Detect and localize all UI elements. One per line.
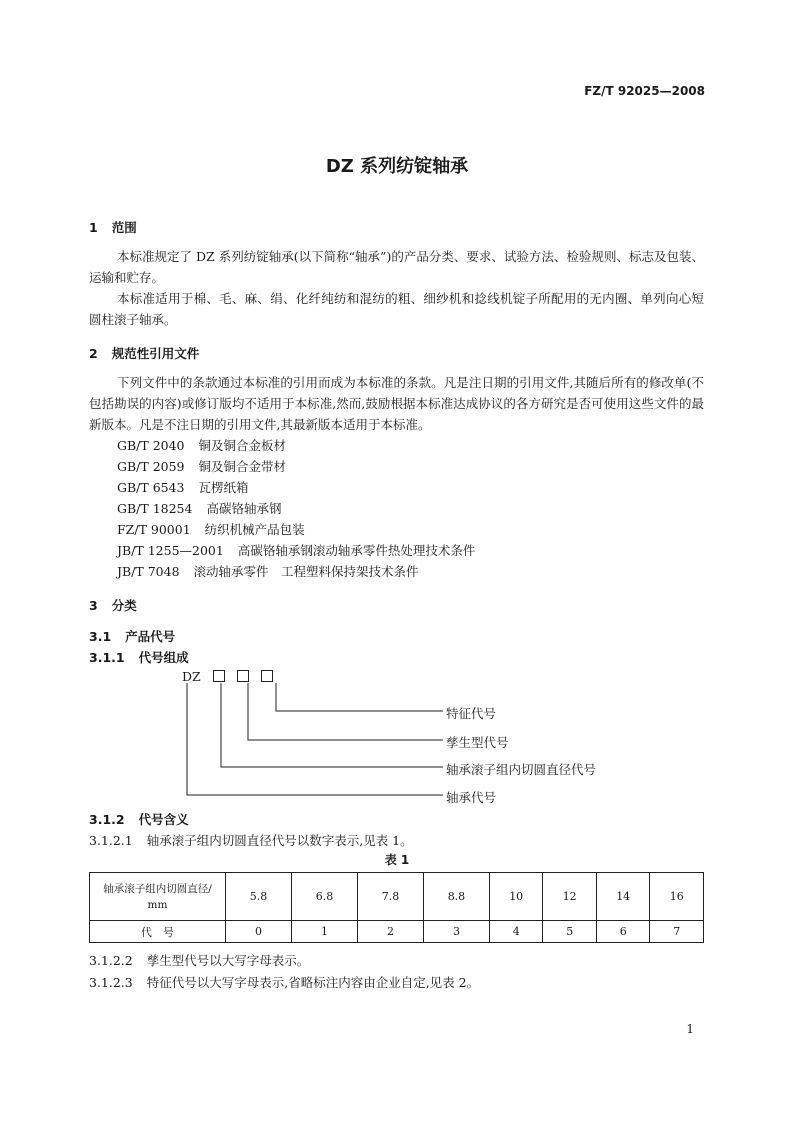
clause-3-1-2-2: 3.1.2.2 孳生型代号以大写字母表示。 [89, 953, 310, 968]
reference-item: JB/T 7048 滚动轴承零件 工程塑料保持架技术条件 [117, 564, 419, 579]
table-cell: 7.8 [357, 873, 423, 921]
clause-3-1-2-1: 3.1.2.1 轴承滚子组内切圆直径代号以数字表示,见表 1。 [89, 833, 413, 848]
table-row [90, 921, 704, 943]
diagram-label: 特征代号 [446, 706, 497, 721]
table-cell: 7 [650, 921, 704, 943]
table-cell: 16 [650, 873, 704, 921]
reference-item: FZ/T 90001 纺织机械产品包装 [117, 522, 305, 537]
standard-number: FZ/T 92025—2008 [584, 84, 705, 98]
table-1 [89, 872, 704, 943]
section-title: 分类 [111, 598, 137, 613]
table-cell: 4 [489, 921, 543, 943]
subsection-3-1-2-heading: 3.1.2 代号含义 [89, 812, 189, 827]
table-cell: 3 [423, 921, 489, 943]
section-number: 2 [89, 346, 98, 361]
paragraph: 下列文件中的条款通过本标准的引用而成为本标准的条款。凡是注日期的引用文件,其随后所有的修改单(不包括勘误的内容)或修订版均不适用于本标准,然而,鼓励根据本标准达成协议的各方研究是否可使用这些文件的最新版本。凡是不注日期的引用文件,其最新版本适用于本标准。 [89, 375, 704, 432]
reference-item: GB/T 2040 铜及铜合金板材 [117, 438, 287, 453]
table-cell: 14 [596, 873, 650, 921]
row-header: 轴承滚子组内切圆直径/ mm [90, 873, 226, 921]
section-title: 规范性引用文件 [111, 346, 200, 361]
diagram-label: 轴承滚子组内切圆直径代号 [446, 762, 597, 777]
document-title: DZ 系列纺锭轴承 [325, 156, 469, 177]
table-row [90, 873, 704, 921]
section-number: 3 [89, 598, 98, 613]
code-prefix: DZ [182, 669, 273, 684]
paragraph: 本标准适用于棉、毛、麻、绢、化纤纯纺和混纺的粗、细纱机和捻线机锭子所配用的无内圈、单列向心短圆柱滚子轴承。 [89, 291, 704, 327]
subsection-3-1-1-heading: 3.1.1 代号组成 [89, 650, 189, 665]
table-cell: 2 [357, 921, 423, 943]
table-caption: 表 1 [384, 853, 410, 867]
row-header: 代 号 [90, 921, 226, 943]
subsection-3-1-heading: 3.1 产品代号 [89, 629, 176, 644]
table-cell: 10 [489, 873, 543, 921]
table-cell: 12 [543, 873, 597, 921]
table-cell: 5 [543, 921, 597, 943]
table-cell: 0 [226, 921, 292, 943]
table-cell: 6 [596, 921, 650, 943]
reference-item: GB/T 18254 高碳铬轴承钢 [117, 501, 282, 516]
reference-item: GB/T 6543 瓦楞纸箱 [117, 480, 249, 495]
table-cell: 5.8 [226, 873, 292, 921]
diagram-label: 孳生型代号 [446, 735, 509, 750]
section-number: 1 [89, 220, 98, 235]
page-number: 1 [686, 1022, 694, 1036]
paragraph: 本标准规定了 DZ 系列纺锭轴承(以下简称“轴承”)的产品分类、要求、试验方法、检验规则、标志及包装、运输和贮存。 [89, 249, 704, 285]
table-cell: 1 [291, 921, 357, 943]
reference-item: GB/T 2059 铜及铜合金带材 [117, 459, 287, 474]
clause-3-1-2-3: 3.1.2.3 特征代号以大写字母表示,省略标注内容由企业自定,见表 2。 [89, 975, 480, 990]
leader-line [221, 683, 443, 767]
reference-item: JB/T 1255—2001 高碳铬轴承钢滚动轴承零件热处理技术条件 [117, 543, 476, 558]
table-cell: 6.8 [291, 873, 357, 921]
leader-line [276, 683, 443, 711]
table-cell: 8.8 [423, 873, 489, 921]
diagram-label: 轴承代号 [446, 790, 497, 805]
section-title: 范围 [111, 220, 137, 235]
leader-line [187, 683, 443, 795]
